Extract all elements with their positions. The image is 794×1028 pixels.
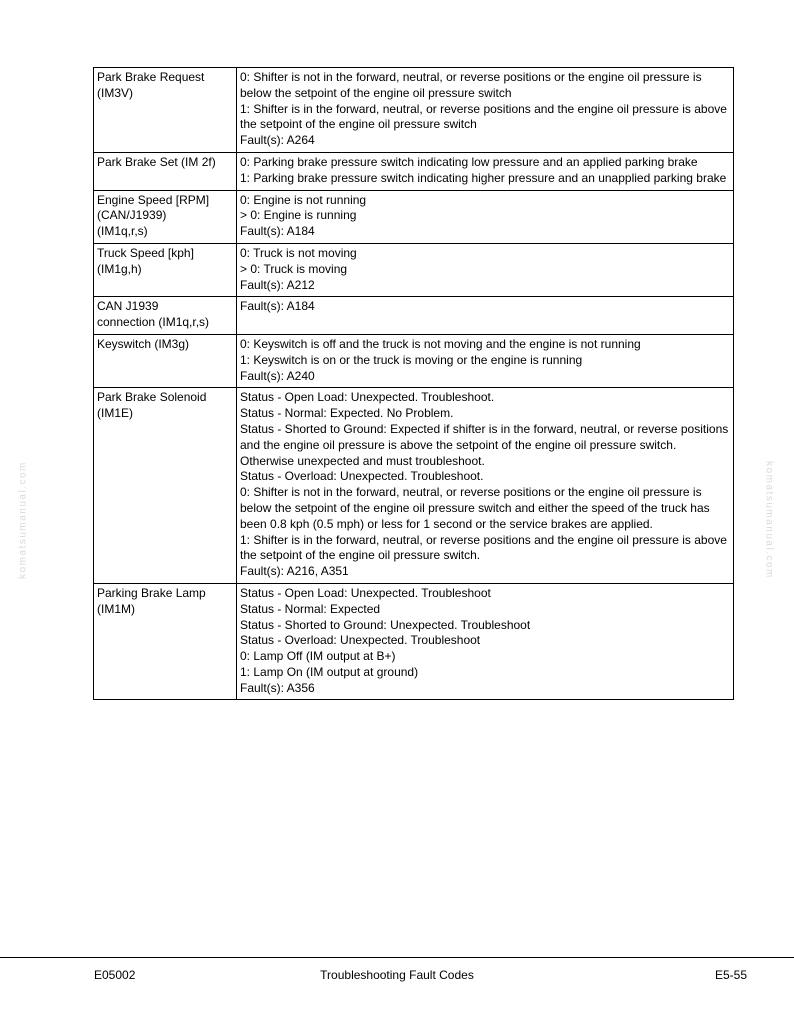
signal-name-line: Park Brake Set (IM 2f) — [97, 154, 216, 169]
description-line: 0: Truck is not moving — [240, 245, 357, 260]
fault-code-table — [93, 67, 734, 700]
footer-page-number: E5-55 — [714, 968, 747, 982]
signal-description-cell — [237, 297, 734, 335]
description-line: Fault(s): A240 — [240, 368, 315, 383]
description-line: Fault(s): A356 — [240, 680, 315, 695]
signal-name-line: Park Brake Request — [97, 70, 205, 84]
description-line: Fault(s): A184 — [240, 224, 315, 239]
description-line: Status - Overload: Unexpected. Troubleshoot — [240, 633, 481, 648]
signal-name-line: (IM1E) — [97, 406, 133, 421]
signal-name-cell — [94, 334, 237, 387]
description-line: 1: Lamp On (IM output at ground) — [240, 664, 419, 679]
table-body — [94, 68, 734, 700]
signal-name-cell — [94, 68, 237, 153]
description-line: 0: Shifter is not in the forward, neutral, or reverse positions or the engine oil pressure is below the setpoint of the engine oil pressure switch — [240, 70, 702, 100]
table-row — [94, 297, 734, 335]
description-line: Status - Normal: Expected — [240, 601, 381, 616]
signal-description-cell — [237, 583, 734, 700]
signal-name-cell — [94, 152, 237, 190]
signal-name-line: Keyswitch (IM3g) — [97, 336, 190, 351]
description-line: 1: Keyswitch is on or the truck is moving or the engine is running — [240, 352, 583, 367]
signal-name-line: (CAN/J1939) — [97, 208, 167, 223]
signal-description-cell — [237, 190, 734, 243]
watermark-left: komatsumanual.com — [17, 461, 29, 579]
description-line: 1: Shifter is in the forward, neutral, or reverse positions and the engine oil pressure is above the setpoint of the engine oil pressure switch. — [240, 532, 727, 563]
description-line: 0: Engine is not running — [240, 192, 367, 207]
signal-description-cell — [237, 68, 734, 153]
signal-name-line: (IM3V) — [97, 85, 133, 100]
description-line: Status - Shorted to Ground: Unexpected. Troubleshoot — [240, 617, 531, 632]
signal-name-line: connection (IM1q,r,s) — [97, 315, 210, 330]
table-row — [94, 243, 734, 296]
signal-name-line: CAN J1939 — [97, 299, 159, 314]
table-row — [94, 68, 734, 153]
description-line: Fault(s): A212 — [240, 277, 315, 292]
description-line: 1: Shifter is in the forward, neutral, or reverse positions and the engine oil pressure is above the setpoint of the engine oil pressure switch — [240, 101, 727, 132]
description-line: 1: Parking brake pressure switch indicating higher pressure and an unapplied parking brake — [240, 170, 727, 185]
table-row — [94, 388, 734, 584]
description-line: 0: Shifter is not in the forward, neutral, or reverse positions or the engine oil pressure is below the setpoint of the engine oil pressure switch and either the speed of the truck has been 0.8 kph (0.5 mph) or less for 1 second or the service brakes are applied. — [240, 485, 710, 531]
signal-name-line: Park Brake Solenoid — [97, 390, 207, 405]
description-line: Fault(s): A264 — [240, 133, 315, 148]
signal-name-cell — [94, 583, 237, 700]
description-line: Fault(s): A216, A351 — [240, 564, 349, 579]
signal-description-cell — [237, 243, 734, 296]
signal-name-line: (IM1q,r,s) — [97, 224, 148, 239]
signal-name-cell — [94, 243, 237, 296]
signal-description-cell — [237, 388, 734, 584]
table-row — [94, 334, 734, 387]
signal-name-line: Engine Speed [RPM] — [97, 192, 210, 207]
footer-document-code: E05002 — [94, 968, 136, 982]
description-line: Status - Open Load: Unexpected. Troubleshoot — [240, 585, 491, 600]
description-line: > 0: Truck is moving — [240, 261, 348, 276]
signal-name-cell — [94, 190, 237, 243]
description-line: Fault(s): A184 — [240, 299, 315, 314]
signal-name-line: (IM1M) — [97, 601, 135, 616]
signal-name-line: Truck Speed [kph] — [97, 245, 194, 260]
description-line: 0: Parking brake pressure switch indicating low pressure and an applied parking brake — [240, 154, 698, 169]
footer-divider — [0, 957, 794, 958]
description-line: Status - Open Load: Unexpected. Troubleshoot. — [240, 390, 495, 405]
description-line: Status - Shorted to Ground: Expected if shifter is in the forward, neutral, or reverse positions and the engine oil pressure is above the setpoint of the engine oil pressure switch. Otherwise unexpected and must troubleshoot. — [240, 421, 729, 468]
description-line: 0: Lamp Off (IM output at B+) — [240, 649, 396, 664]
description-line: Status - Overload: Unexpected. Troubleshoot. — [240, 469, 484, 484]
description-line: > 0: Engine is running — [240, 208, 357, 223]
signal-description-cell — [237, 334, 734, 387]
watermark-right: komatsumanual.com — [763, 461, 775, 579]
footer-section-title: Troubleshooting Fault Codes — [320, 968, 474, 982]
description-line: Status - Normal: Expected. No Problem. — [240, 406, 454, 421]
signal-name-cell — [94, 297, 237, 335]
signal-name-line: Parking Brake Lamp — [97, 585, 206, 600]
signal-name-cell — [94, 388, 237, 584]
description-line: 0: Keyswitch is off and the truck is not moving and the engine is not running — [240, 336, 641, 351]
table-row — [94, 190, 734, 243]
table-row — [94, 583, 734, 700]
signal-description-cell — [237, 152, 734, 190]
table-row — [94, 152, 734, 190]
signal-name-line: (IM1g,h) — [97, 261, 142, 276]
